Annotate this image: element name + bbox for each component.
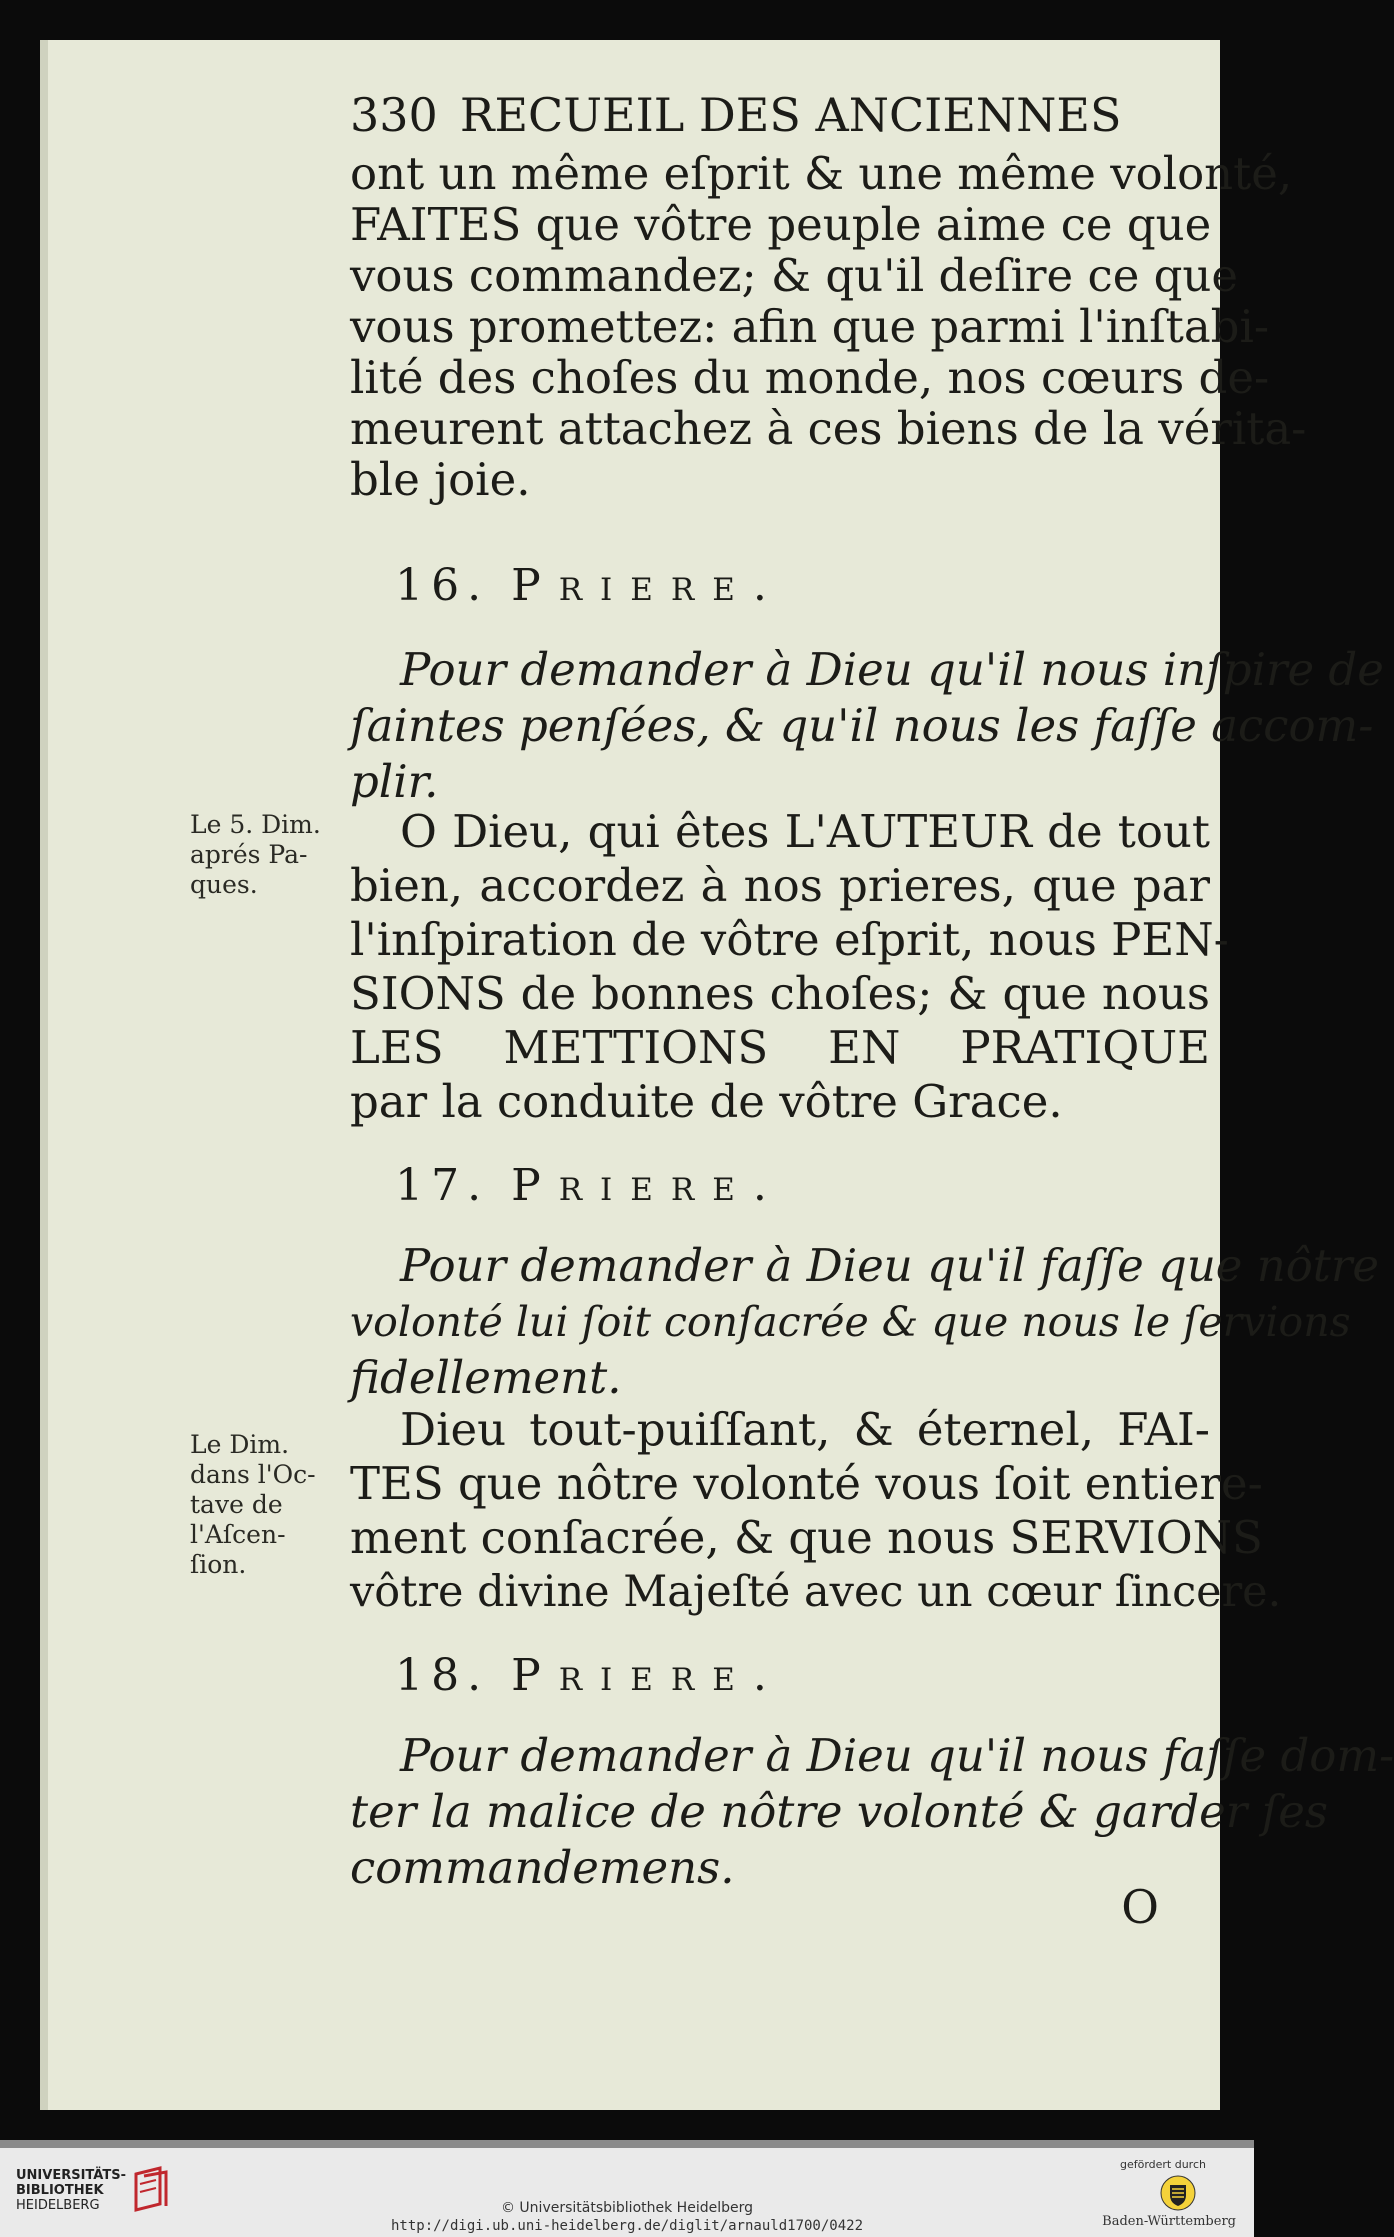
rubric-line: ter la malice de nôtre volonté & garder ſes	[350, 1785, 1328, 1838]
body-line: vous commandez; & qu'il deſire ce que	[350, 249, 1239, 302]
prayer-text-line: SIONS de bonnes choſes; & que nous	[350, 967, 1210, 1020]
prayer-label: Priere.	[511, 1650, 785, 1701]
rubric-line: plir.	[350, 755, 439, 808]
body-line: ont un même eſprit & une même volonté,	[350, 147, 1293, 200]
running-head	[350, 88, 1210, 142]
prayer-text-line: vôtre divine Majeſté avec un cœur ſincere.	[350, 1567, 1282, 1617]
margin-note: Le 5. Dim. aprés Pa- ques.	[190, 810, 321, 899]
rubric-line: fidellement.	[350, 1351, 622, 1404]
catchword: O	[1121, 1880, 1159, 1934]
baden-wuerttemberg-emblem-icon	[1160, 2175, 1196, 2211]
body-line: meurent attachez à ces biens de la vérita-	[350, 402, 1307, 455]
body-line: ble joie.	[350, 453, 531, 506]
funded-by-label: gefördert durch	[1119, 2158, 1206, 2171]
copyright-notice: © Universitätsbibliothek Heidelberg	[500, 2200, 753, 2216]
footer-bar	[0, 2148, 1254, 2237]
prayer-text-line: TES que nôtre volonté vous ſoit entiere-	[350, 1457, 1263, 1510]
running-title: RECUEIL DES ANCIENNES	[459, 88, 1122, 142]
prayer-number: 16.	[395, 560, 490, 611]
prayer-text-line: LES METTIONS EN PRATIQUE	[350, 1021, 1210, 1074]
library-title: UNIVERSITÄTS- BIBLIOTHEK	[16, 2168, 126, 2198]
permalink[interactable]: http://digi.ub.uni-heidelberg.de/diglit/arnauld1700/0422	[390, 2218, 863, 2234]
body-line: FAITES que vôtre peuple aime ce que	[350, 198, 1212, 251]
rubric-line: Pour demander à Dieu qu'il nous faſſe dom-	[400, 1729, 1394, 1782]
rubric-line: volonté lui ſoit conſacrée & que nous le ſervions	[350, 1298, 1351, 1346]
prayer-text-line: par la conduite de vôtre Grace.	[350, 1075, 1063, 1128]
rubric-line: Pour demander à Dieu qu'il nous inſpire de	[400, 643, 1384, 696]
body-line: lité des choſes du monde, nos cœurs de-	[350, 351, 1270, 404]
prayer-label: Priere.	[511, 1160, 785, 1211]
rubric-line: ſaintes penſées, & qu'il nous les faſſe accom-	[350, 699, 1374, 752]
prayer-text-line: Dieu tout-puiſſant, & éternel, FAI-	[400, 1403, 1210, 1456]
prayer-heading-16	[0, 560, 1180, 611]
prayer-number: 18.	[395, 1650, 490, 1701]
prayer-text-line: bien, accordez à nos prieres, que par	[350, 859, 1210, 912]
prayer-heading-17	[0, 1160, 1180, 1211]
prayer-text-line: l'inſpiration de vôtre eſprit, nous PEN-	[350, 913, 1229, 966]
library-city: HEIDELBERG	[16, 2198, 100, 2213]
prayer-label: Priere.	[511, 560, 785, 611]
prayer-number: 17.	[395, 1160, 490, 1211]
page-number: 330	[350, 88, 438, 142]
prayer-text-line: ment conſacrée, & que nous SERVIONS	[350, 1511, 1263, 1564]
prayer-text-line: O Dieu, qui êtes L'AUTEUR de tout	[400, 805, 1210, 858]
margin-note: Le Dim. dans l'Oc- tave de l'Aſcen- ſion.	[190, 1430, 316, 1579]
body-line: vous promettez: afin que parmi l'inſtabi-	[350, 300, 1270, 353]
funder-name: Baden-Württemberg	[1102, 2214, 1236, 2229]
rubric-line: Pour demander à Dieu qu'il faſſe que nôtre	[400, 1239, 1380, 1292]
footer-divider	[0, 2140, 1254, 2148]
rubric-line: commandemens.	[350, 1841, 735, 1894]
prayer-heading-18	[0, 1650, 1180, 1701]
page-edge	[40, 40, 48, 2110]
